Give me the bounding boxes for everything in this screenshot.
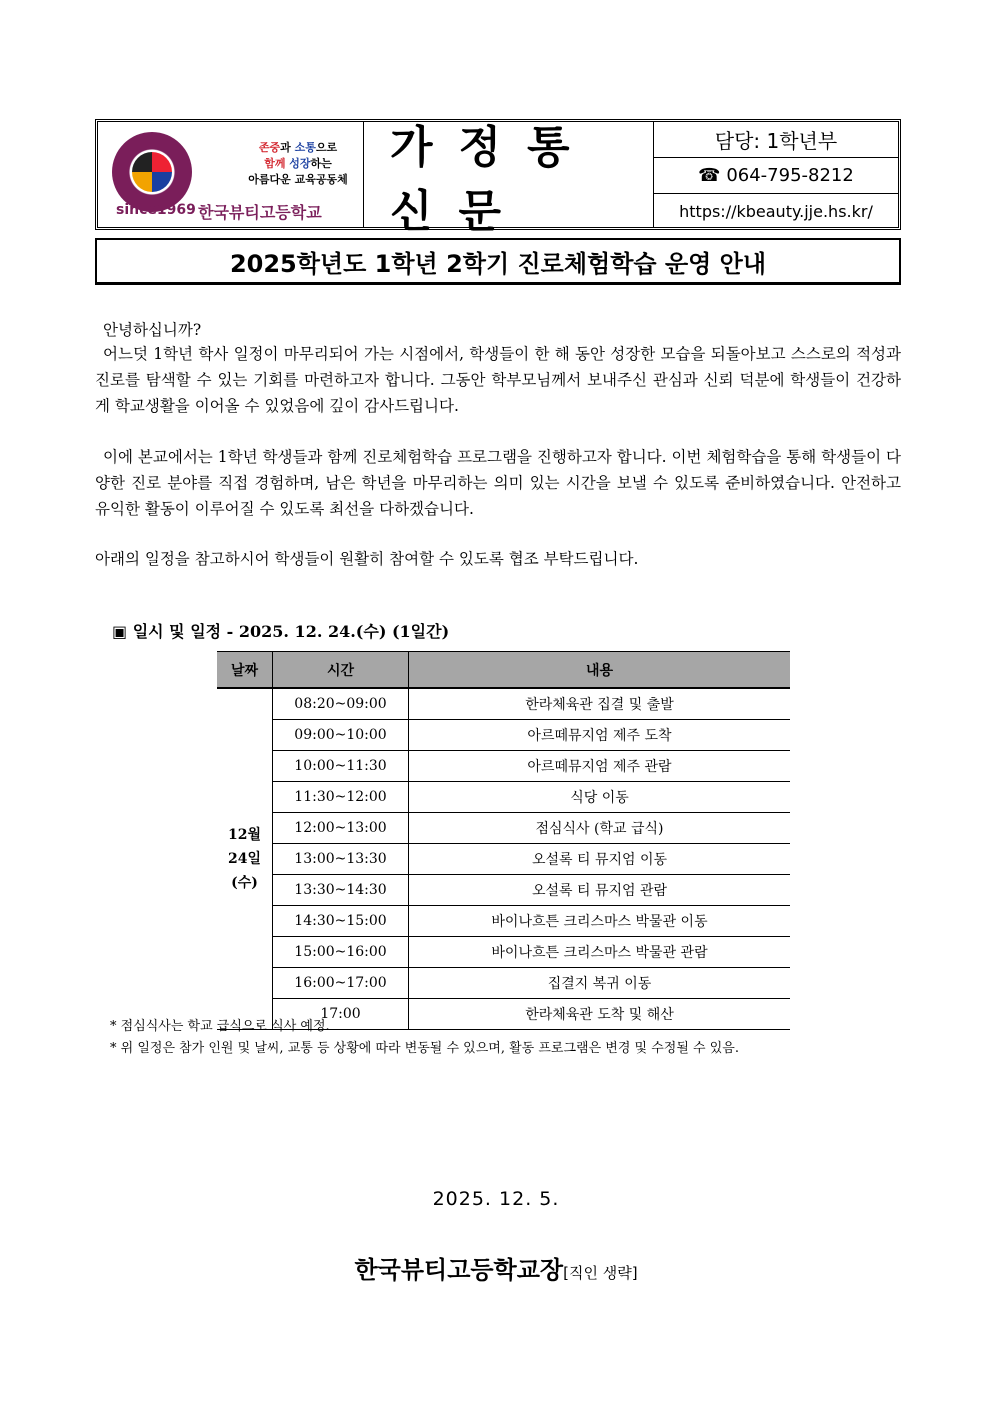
header-content: 내용 — [409, 652, 791, 689]
school-since: since1969 — [116, 202, 196, 218]
subtitle-box — [95, 238, 901, 285]
time-cell: 13:30~14:30 — [273, 875, 409, 906]
greeting: 안녕하십니까? — [103, 321, 202, 339]
content-cell: 한라체육관 집결 및 출발 — [409, 688, 791, 720]
schedule-note-2: * 위 일정은 참가 인원 및 날씨, 교통 등 상황에 따라 변동될 수 있으며, 활동 프로그램은 변경 및 수정될 수 있음. — [110, 1041, 739, 1056]
phone-number: ☎ 064-795-8212 — [654, 158, 898, 194]
school-emblem-icon — [112, 132, 192, 212]
paragraph-3: 아래의 일정을 참고하시어 학생들이 원활히 참여할 수 있도록 협조 부탁드립니다. — [95, 550, 639, 568]
table-header-row — [217, 652, 790, 689]
content-cell: 오설록 티 뮤지엄 이동 — [409, 844, 791, 875]
school-logo-area — [98, 122, 364, 227]
table-row — [217, 875, 790, 906]
table-row — [217, 813, 790, 844]
time-cell: 14:30~15:00 — [273, 906, 409, 937]
time-cell: 08:20~09:00 — [273, 688, 409, 720]
schedule-note-1: * 점심식사는 학교 급식으로 식사 예정. — [110, 1019, 330, 1034]
time-cell: 16:00~17:00 — [273, 968, 409, 999]
paragraph-2: 이에 본교에서는 1학년 학생들과 함께 진로체험학습 프로그램을 진행하고자 합니다. 이번 체험학습을 통해 학생들이 다양한 진로 분야를 직접 경험하며, 남은 학년을 마무리하는 의미 있는 시간을 보낼 수 있도록 준비하였습니다. 안전하고 유익한 활동이 이루어질 수 있도록 최선을 다하겠습니다. — [95, 448, 902, 518]
content-cell: 바이나흐튼 크리스마스 박물관 관람 — [409, 937, 791, 968]
contact-info — [654, 122, 898, 227]
schedule-table — [217, 651, 790, 1030]
table-row — [217, 751, 790, 782]
table-row — [217, 906, 790, 937]
content-cell: 아르떼뮤지엄 제주 도착 — [409, 720, 791, 751]
content-cell: 점심식사 (학교 급식) — [409, 813, 791, 844]
table-row — [217, 937, 790, 968]
table-row — [217, 968, 790, 999]
seal-omitted-note: [직인 생략] — [563, 1264, 638, 1282]
table-row — [217, 720, 790, 751]
document-subtitle: 2025학년도 1학년 2학기 진로체험학습 운영 안내 — [229, 249, 767, 278]
table-row — [217, 782, 790, 813]
table-row — [217, 688, 790, 720]
time-cell: 12:00~13:00 — [273, 813, 409, 844]
content-cell: 오설록 티 뮤지엄 관람 — [409, 875, 791, 906]
time-cell: 10:00~11:30 — [273, 751, 409, 782]
issue-date: 2025. 12. 5. — [432, 1188, 560, 1210]
paragraph-1: 어느덧 1학년 학사 일정이 마무리되어 가는 시점에서, 학생들이 한 해 동안 성장한 모습을 되돌아보고 스스로의 적성과 진로를 탐색할 수 있는 기회를 마련하고자 합니다. 그동안 학부모님께서 보내주신 관심과 신뢰 덕분에 학생들이 건강하게 학교생활을 이어올 수 있었음에 깊이 감사드립니다. — [95, 345, 901, 415]
time-cell: 17:00 — [273, 999, 409, 1030]
content-cell: 식당 이동 — [409, 782, 791, 813]
time-cell: 15:00~16:00 — [273, 937, 409, 968]
date-cell: 12월 24일 (수) — [217, 688, 273, 1030]
content-cell: 집결지 복귀 이동 — [409, 968, 791, 999]
department: 담당: 1학년부 — [654, 122, 898, 158]
header-time: 시간 — [273, 652, 409, 689]
school-motto: 존중과 소통으로 함께 성장하는 아름다운 교육공동체 — [248, 141, 348, 186]
header-date: 날짜 — [217, 652, 273, 689]
gazette-header — [95, 119, 901, 237]
school-name: 한국뷰티고등학교 — [198, 203, 322, 222]
content-cell: 바이나흐튼 크리스마스 박물관 이동 — [409, 906, 791, 937]
time-cell: 13:00~13:30 — [273, 844, 409, 875]
time-cell: 11:30~12:00 — [273, 782, 409, 813]
website-link[interactable]: https://kbeauty.jje.hs.kr/ — [679, 202, 873, 221]
table-row — [217, 844, 790, 875]
content-cell: 아르떼뮤지엄 제주 관람 — [409, 751, 791, 782]
gazette-title: 가정통신문 — [390, 121, 596, 237]
principal-signature — [0, 1250, 992, 1285]
time-cell: 09:00~10:00 — [273, 720, 409, 751]
schedule-heading: ▣ 일시 및 일정 - 2025. 12. 24.(수) (1일간) — [112, 622, 450, 641]
content-cell: 한라체육관 도착 및 해산 — [409, 999, 791, 1030]
principal-name: 한국뷰티고등학교장 — [354, 1256, 564, 1284]
gazette-title-cell — [364, 121, 654, 237]
